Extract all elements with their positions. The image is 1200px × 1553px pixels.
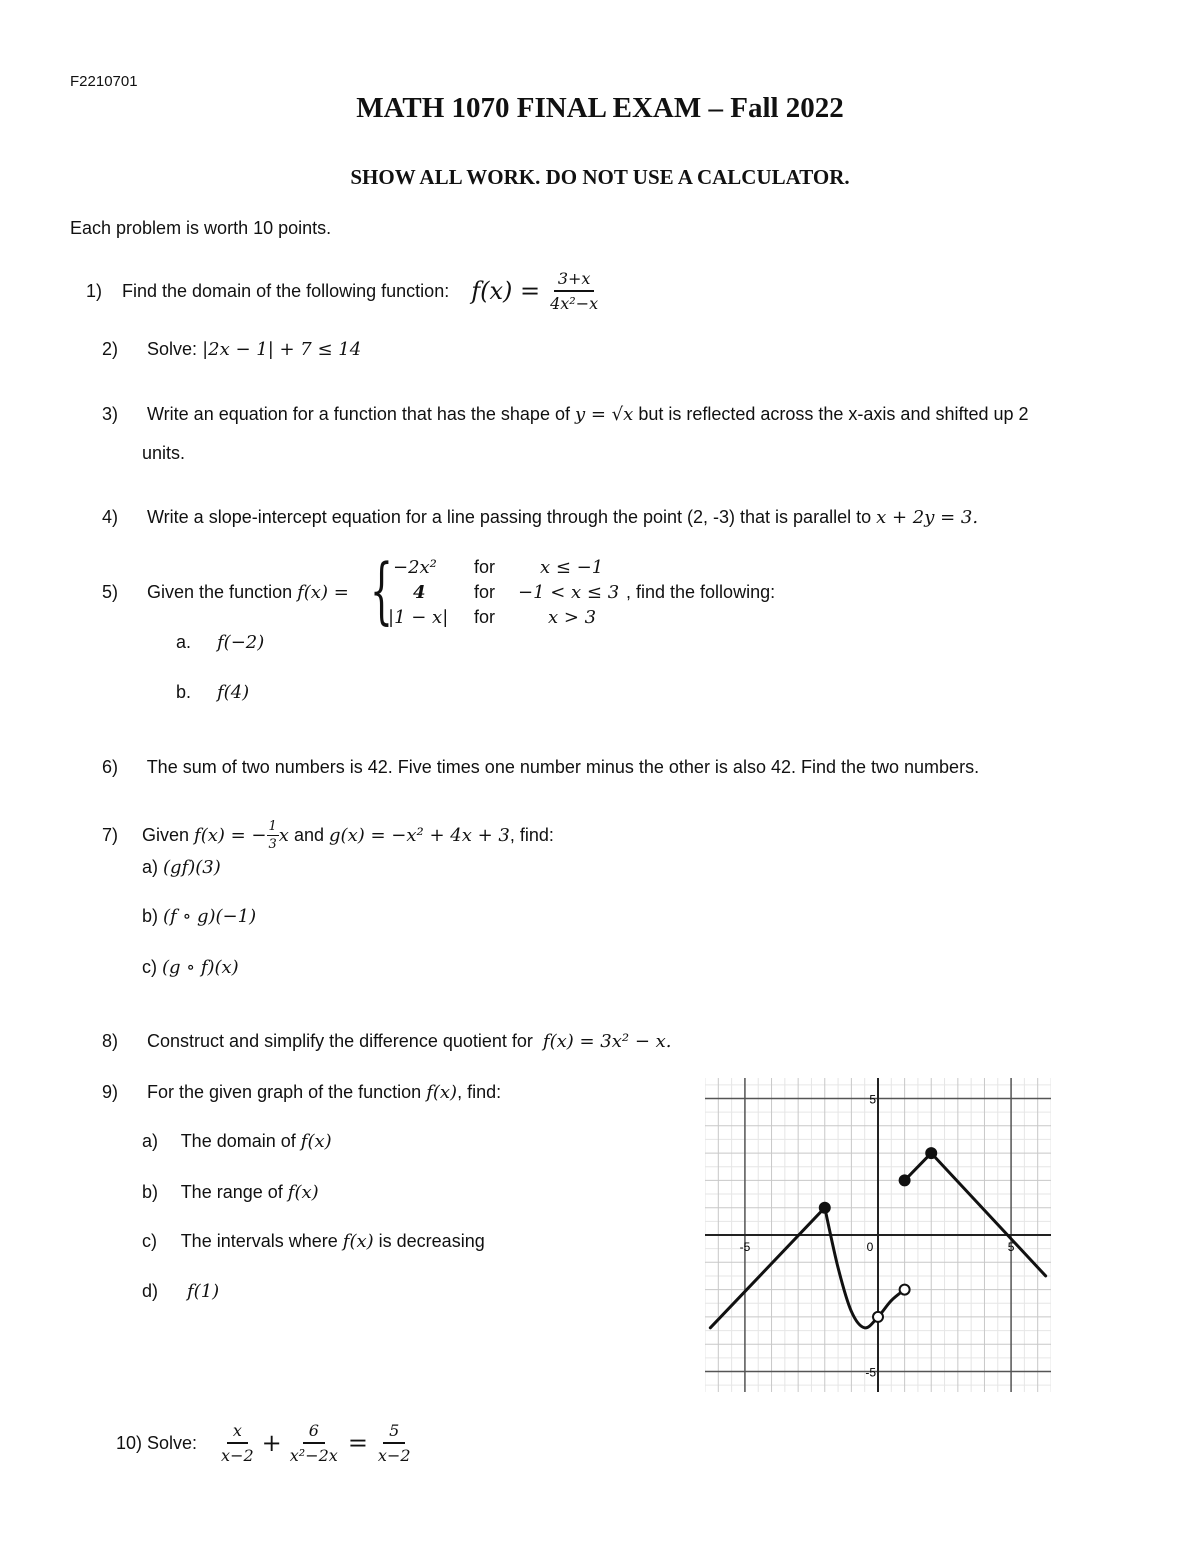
problem-number: 5)	[102, 582, 119, 602]
fraction-numerator: 5	[383, 1421, 405, 1444]
f-lhs: f(x) = −	[194, 824, 267, 846]
problem-text: Write an equation for a function that has the shape of	[147, 404, 570, 424]
problem-5a	[176, 632, 264, 653]
piece-1-condition: x ≤ −1	[540, 557, 604, 578]
problem-9d	[142, 1281, 219, 1302]
part-expression: f(1)	[187, 1281, 220, 1302]
problem-8	[102, 1031, 672, 1052]
open-point	[873, 1312, 883, 1322]
open-point	[900, 1285, 910, 1295]
part-label: c)	[142, 1231, 157, 1251]
fraction-numerator: 6	[303, 1421, 325, 1444]
exam-title: MATH 1070 FINAL EXAM – Fall 2022	[356, 92, 844, 124]
fraction-denominator: x²−2x	[289, 1446, 338, 1465]
part-text: The range of	[180, 1182, 283, 1202]
line-equation: x + 2y = 3.	[876, 507, 979, 528]
function-graph	[705, 1078, 1051, 1392]
term-2-fraction	[286, 1421, 342, 1465]
problem-number: 1)	[85, 280, 102, 301]
part-label: b.	[176, 682, 192, 702]
piece-1-expr: −2x²	[393, 557, 437, 578]
problem-text-end: , find:	[457, 1082, 502, 1102]
function-expression: f(x) = 3x² − x.	[542, 1031, 672, 1052]
problem-text: Solve:	[147, 339, 198, 359]
piece-3-condition: x > 3	[548, 607, 597, 628]
problem-9	[102, 1082, 501, 1103]
problem-5-tail: , find the following:	[626, 582, 776, 602]
part-expression: f(x)	[300, 1131, 332, 1152]
part-expression: f(4)	[217, 682, 250, 703]
problem-9b	[142, 1182, 319, 1203]
part-label: b)	[142, 906, 159, 926]
plus-sign: +	[261, 1429, 282, 1457]
problem-7a	[142, 857, 221, 878]
problem-2	[102, 339, 361, 360]
problem-text: Construct and simplify the difference quotient for	[147, 1031, 533, 1051]
points-note: Each problem is worth 10 points.	[70, 218, 332, 238]
term-3-fraction	[374, 1421, 415, 1465]
part-label: a)	[142, 857, 159, 877]
piece-3-expr: |1 − x|	[388, 607, 449, 628]
problem-number: 8)	[102, 1031, 119, 1051]
problem-text: Write a slope-intercept equation for a line passing through the point (2, -3) that is parallel to	[147, 507, 872, 527]
problem-10	[0, 1418, 415, 1468]
piece-3-for: for	[474, 607, 496, 627]
problem-text-continued: but is reflected across the x-axis and shifted up 2	[638, 404, 1029, 424]
problem-4	[102, 507, 978, 528]
fraction-denominator: x−2	[221, 1446, 254, 1465]
f-variable: x	[278, 824, 289, 846]
fraction-denominator: 4x²−x	[550, 294, 599, 313]
problem-7b	[142, 906, 256, 927]
part-label: c)	[142, 957, 157, 977]
problem-number: 4)	[102, 507, 119, 527]
piece-2-condition: −1 < x ≤ 3	[518, 582, 620, 603]
part-text-end: is decreasing	[378, 1231, 485, 1251]
one-third-fraction	[267, 819, 279, 852]
part-label: b)	[142, 1182, 159, 1202]
problem-text: Given the function	[147, 582, 293, 602]
term-1-fraction	[217, 1421, 258, 1465]
part-expression: f(x)	[342, 1231, 374, 1252]
inequality-expression: |2x − 1| + 7 ≤ 14	[202, 339, 362, 360]
g-expression: g(x) = −x² + 4x + 3	[329, 824, 510, 846]
problem-text: The sum of two numbers is 42. Five times one number minus the other is also 42. Find the two numbers.	[146, 757, 980, 777]
and-word: and	[293, 824, 325, 845]
tick-label-y-neg-5: -5	[865, 1365, 876, 1380]
piecewise-brace: {	[370, 548, 393, 632]
problem-5b	[176, 682, 249, 703]
exam-code: F2210701	[70, 73, 138, 90]
tick-label-origin: 0	[866, 1240, 874, 1254]
problem-1	[0, 268, 602, 314]
problem-3	[102, 404, 1029, 425]
closed-point	[900, 1175, 910, 1185]
problem-number: 3)	[102, 404, 119, 424]
problem-3-wrap: units.	[142, 443, 186, 463]
part-expression: f(−2)	[217, 632, 265, 653]
part-label: a.	[176, 632, 192, 652]
equals-sign: =	[347, 1429, 368, 1457]
problem-9a	[142, 1131, 332, 1152]
domain-fraction	[546, 269, 602, 313]
part-label: a)	[142, 1131, 159, 1151]
problem-5	[102, 582, 349, 603]
part-expression: (f ∘ g)(−1)	[163, 906, 257, 927]
problem-text: Given	[142, 824, 190, 845]
problem-text: Solve:	[147, 1432, 198, 1453]
function-name: f(x)	[426, 1082, 458, 1103]
part-expression: (gf)(3)	[163, 857, 221, 878]
exam-instructions: SHOW ALL WORK. DO NOT USE A CALCULATOR.	[350, 165, 850, 189]
graph-segment-1	[710, 1208, 824, 1328]
problem-text: For the given graph of the function	[147, 1082, 422, 1102]
problem-7c	[142, 957, 239, 978]
problem-text: Find the domain of the following function:	[122, 280, 450, 301]
function-lhs: f(x) =	[297, 582, 349, 603]
root-expression: y = √x	[574, 404, 634, 425]
closed-point	[820, 1203, 830, 1213]
find-word: , find:	[509, 824, 554, 845]
problem-9c	[142, 1231, 485, 1252]
tick-label-y-pos-5: 5	[869, 1092, 876, 1107]
problem-6	[102, 757, 979, 778]
axes	[705, 1078, 1051, 1392]
closed-point	[926, 1148, 936, 1158]
graph-segment-4	[931, 1153, 1045, 1276]
tick-label-x-neg-5: -5	[739, 1240, 751, 1254]
fraction-denominator: x−2	[377, 1446, 411, 1465]
piece-1-for: for	[474, 557, 496, 577]
piece-2-expr: 4	[413, 582, 426, 603]
problem-number: 2)	[102, 339, 119, 359]
problem-number: 9)	[102, 1082, 119, 1102]
problem-number: 10)	[115, 1432, 142, 1453]
fraction-numerator: 1	[268, 818, 277, 834]
tick-label-x-pos-5: 5	[1007, 1240, 1015, 1254]
fraction-denominator: 3	[268, 836, 277, 852]
part-expression: (g ∘ f)(x)	[162, 957, 239, 978]
part-text: The domain of	[180, 1131, 296, 1151]
problem-number: 7)	[102, 824, 119, 845]
part-label: d)	[142, 1281, 159, 1301]
part-text: The intervals where	[180, 1231, 338, 1251]
fraction-numerator: 3+x	[554, 269, 595, 292]
problem-7	[102, 814, 554, 856]
fraction-numerator: x	[227, 1421, 248, 1444]
problem-number: 6)	[102, 757, 119, 777]
piece-2-for: for	[474, 582, 496, 602]
function-lhs: f(x) =	[471, 277, 541, 305]
part-expression: f(x)	[287, 1182, 319, 1203]
